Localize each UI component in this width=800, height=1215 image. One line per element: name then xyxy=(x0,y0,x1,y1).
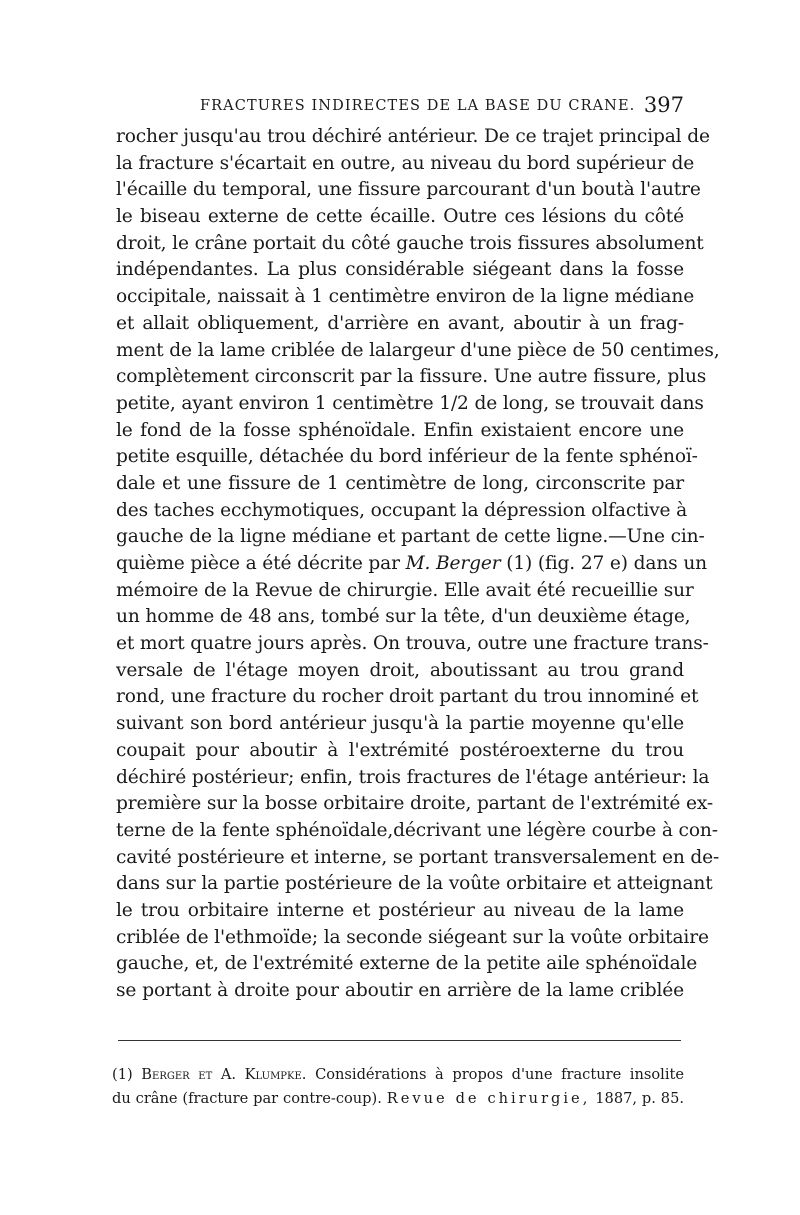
body-line: criblée de l'ethmoïde; la seconde siégeant sur la voûte orbitaire xyxy=(116,926,709,948)
body-line: gauche de la ligne médiane et partant de cette ligne.—Une cin- xyxy=(116,526,705,548)
body-line: terne de la fente sphénoïdale,décrivant une légère courbe à con- xyxy=(116,819,718,841)
body-line: complètement circonscrit par la fissure. Une autre fissure, plus xyxy=(116,366,707,388)
footnote-separator xyxy=(118,1040,681,1041)
footnote-text-2: du crâne (fracture par contre-coup). xyxy=(112,1090,382,1107)
body-line: mémoire de la Revue de chirurgie. Elle avait été recueillie sur xyxy=(116,579,694,601)
body-line xyxy=(116,551,707,578)
footnote-line-1 xyxy=(112,1063,684,1087)
body-line: droit, le crâne portait du côté gauche trois fissures absolument xyxy=(116,232,704,254)
running-title: FRACTURES INDIRECTES DE LA BASE DU CRANE. xyxy=(200,98,636,114)
body-line: versale de l'étage moyen droit, aboutissant au trou grand xyxy=(116,659,684,681)
body-line: occipitale, naissait à 1 centimètre environ de la ligne médiane xyxy=(116,286,695,308)
body-line: petite, ayant environ 1 centimètre 1/2 de long, se trouvait dans xyxy=(116,392,704,414)
footnote-text-1: Considérations à propos d'une fracture insolite xyxy=(315,1066,684,1083)
cited-author: M. Berger xyxy=(405,553,501,574)
body-line: petite esquille, détachée du bord inférieur de la fente sphénoï- xyxy=(116,446,698,468)
body-line: se portant à droite pour aboutir en arrière de la lame criblée xyxy=(116,980,684,1001)
body-line: et allait obliquement, d'arrière en avant, aboutir à un frag- xyxy=(116,312,684,334)
footnote xyxy=(112,1063,684,1111)
body-line: suivant son bord antérieur jusqu'à la partie moyenne qu'elle xyxy=(116,713,684,735)
footnote-journal: Revue de chirurgie, xyxy=(386,1090,591,1107)
body-line: le trou orbitaire interne et postérieur au niveau de la lame xyxy=(116,899,684,921)
body-line: dans sur la partie postérieure de la voûte orbitaire et atteignant xyxy=(116,873,713,895)
body-line: cavité postérieure et interne, se portant transversalement en de- xyxy=(116,846,720,868)
body-line: un homme de 48 ans, tombé sur la tête, d'un deuxième étage, xyxy=(116,606,691,628)
page-number: 397 xyxy=(643,93,684,117)
footnote-line-2 xyxy=(112,1087,684,1111)
body-line: l'écaille du temporal, une fissure parcourant d'un boutà l'autre xyxy=(116,179,701,201)
body-line: dale et une fissure de 1 centimètre de long, circonscrite par xyxy=(116,472,684,494)
body-line: première sur la bosse orbitaire droite, partant de l'extrémité ex- xyxy=(116,793,714,815)
body-line: ment de la lame criblée de lalargeur d'une pièce de 50 centimes, xyxy=(116,339,720,361)
body-line-segment: quième pièce a été décrite par xyxy=(116,553,406,574)
body-line: coupait pour aboutir à l'extrémité postéroexterne du trou xyxy=(116,739,684,761)
body-line: rocher jusqu'au trou déchiré antérieur. De ce trajet principal de xyxy=(116,126,710,147)
footnote-citation: 1887, p. 85. xyxy=(595,1090,685,1107)
body-line: gauche, et, de l'extrémité externe de la petite aile sphénoïdale xyxy=(116,953,698,975)
body-text xyxy=(116,124,720,1005)
running-header xyxy=(116,94,684,124)
footnote-marker: (1) xyxy=(112,1066,133,1083)
body-line: la fracture s'écartait en outre, au niveau du bord supérieur de xyxy=(116,152,695,174)
footnote-authors: Berger et A. Klumpke. xyxy=(141,1066,307,1083)
body-line: des taches ecchymotiques, occupant la dépression olfactive à xyxy=(116,499,688,521)
body-line: déchiré postérieur; enfin, trois fractures de l'étage antérieur: la xyxy=(116,766,710,788)
body-line: et mort quatre jours après. On trouva, outre une fracture trans- xyxy=(116,633,709,655)
body-line: rond, une fracture du rocher droit partant du trou innominé et xyxy=(116,686,699,708)
body-line-segment: (1) (fig. 27 e) dans un xyxy=(500,553,707,574)
body-line: le fond de la fosse sphénoïdale. Enfin existaient encore une xyxy=(116,419,684,441)
body-line: indépendantes. La plus considérable siégeant dans la fosse xyxy=(116,259,684,281)
body-line: le biseau externe de cette écaille. Outre ces lésions du côté xyxy=(116,206,684,228)
